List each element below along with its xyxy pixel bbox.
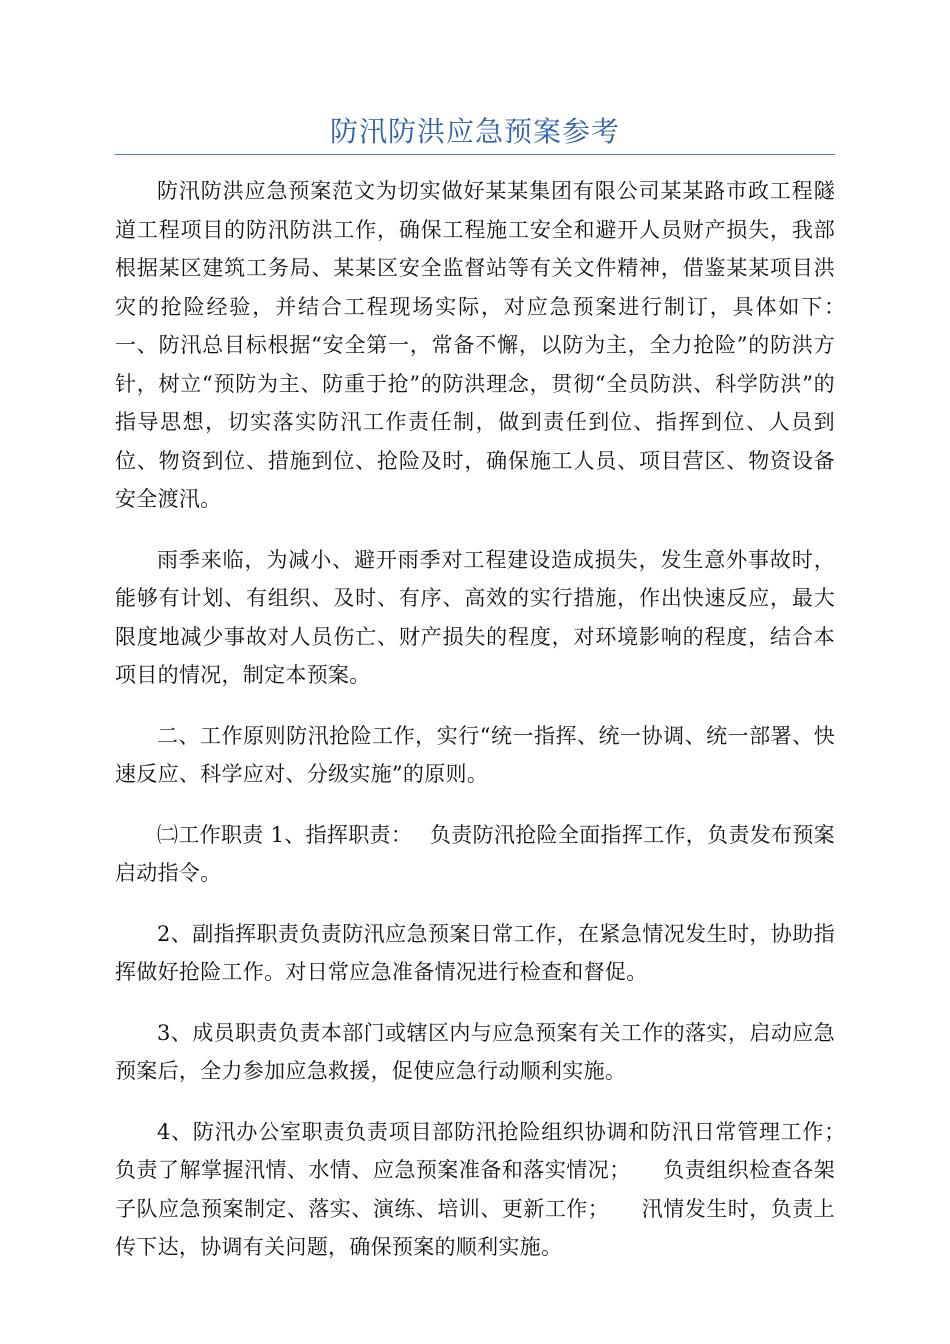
paragraph-commander-duties: ㈡工作职责 1、指挥职责： 负责防汛抢险全面指挥工作，负责发布预案启动指令。 bbox=[115, 822, 835, 885]
paragraph-rainy-season: 雨季来临，为减小、避开雨季对工程建设造成损失，发生意外事故时，能够有计划、有组织、及时、有序、高效的实行措施，作出快速反应，最大限度地减少事故对人员伤亡、财产损失的程度，对环境影响的程度，结合本项目的情况，制定本预案。 bbox=[115, 547, 835, 687]
paragraph-deputy-duties: 2、副指挥职责负责防汛应急预案日常工作，在紧急情况发生时，协助指挥做好抢险工作。对日常应急准备情况进行检查和督促。 bbox=[115, 921, 835, 984]
paragraph-intro: 防汛防洪应急预案范文为切实做好某某集团有限公司某某路市政工程隧道工程项目的防汛防洪工作，确保工程施工安全和避开人员财产损失，我部根据某区建筑工务局、某某区安全监督站等有关文件精神，借鉴某某项目洪灾的抢险经验，并结合工程现场实际，对应急预案进行制订，具体如下： 一、防汛总目标根据“安全第一，常备不懈，以防为主，全力抢险”的防洪方针，树立“预防为主、防重于抢”的防洪理念，贯彻“全员防洪、科学防洪”的指导思想，切实落实防汛工作责任制，做到责任到位、指挥到位、人员到位、物资到位、措施到位、抢险及时，确保施工人员、项目营区、物资设备安全渡汛。 bbox=[115, 179, 878, 511]
paragraph-member-duties: 3、成员职责负责本部门或辖区内与应急预案有关工作的落实，启动应急预案后，全力参加应急救援，促使应急行动顺利实施。 bbox=[115, 1020, 835, 1083]
paragraph-office-duties: 4、防汛办公室职责负责项目部防汛抢险组织协调和防汛日常管理工作； 负责了解掌握汛情、水情、应急预案准备和落实情况； 负责组织检查各架子队应急预案制定、落实、演练、培训、更新工作； 汛情发生时，负责上传下达，协调有关问题，确保预案的顺利实施。 bbox=[115, 1119, 878, 1259]
document-body bbox=[115, 172, 878, 1289]
document-title: 防汛防洪应急预案参考 bbox=[329, 115, 620, 148]
title-underline bbox=[115, 154, 835, 155]
paragraph-work-principles: 二、工作原则防汛抢险工作，实行“统一指挥、统一协调、统一部署、快速反应、科学应对、分级实施”的原则。 bbox=[115, 723, 835, 786]
